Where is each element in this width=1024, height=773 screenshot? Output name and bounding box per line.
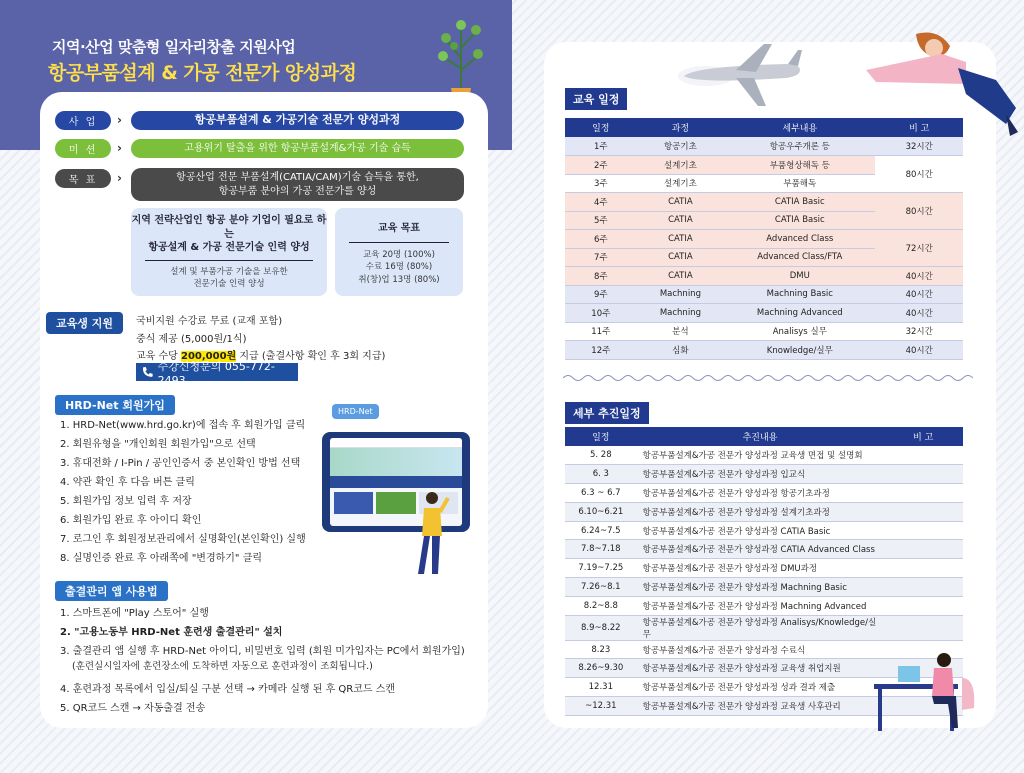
schedule-table — [565, 118, 963, 360]
business-bar: 항공부품설계 & 가공기술 전문가 양성과정 — [131, 111, 464, 130]
list-item: (훈련실시일자에 훈련장소에 도착하면 자동으로 훈련과정이 조회됩니다.) — [72, 661, 373, 672]
phone-icon — [142, 366, 154, 378]
row-label-goal: 목 표 — [55, 169, 111, 188]
goal-box — [335, 208, 463, 296]
list-item: 7. 로그인 후 회원정보관리에서 실명확인(본인확인) 실행 — [60, 534, 306, 545]
purpose-body2: 전문기술 인력 양성 — [193, 279, 265, 290]
table-row: 12주 심화 Knowledge/실무 40시간 — [565, 341, 963, 360]
goal-line2: 항공부품 분야의 가공 전문가를 양성 — [218, 185, 377, 197]
support-label: 교육생 지원 — [46, 312, 123, 334]
list-item: 4. 약관 확인 후 다음 버튼 클릭 — [60, 477, 195, 488]
table-row: 6.10~6.21 항공부품설계&가공 전문가 양성과정 설계기초과정 — [565, 502, 963, 521]
schedule-section-label: 교육 일정 — [565, 88, 627, 110]
purpose-head1: 지역 전략산업인 항공 분야 기업이 필요로 하는 — [131, 215, 327, 240]
table-row: 7.8~7.18 항공부품설계&가공 전문가 양성과정 CATIA Advanced Class — [565, 540, 963, 559]
chevron-right-icon: › — [117, 141, 122, 155]
list-item: 3. 출결관리 앱 실행 후 HRD-Net 아이디, 비밀번호 입력 (회원 미가입자는 PC에서 회원가입) — [60, 646, 465, 657]
table-header: 세부내용 — [724, 118, 875, 137]
table-header: 일정 — [565, 118, 637, 137]
table-row: 2주 설계기초 부품형상해독 등 80시간 — [565, 156, 963, 175]
table-row: 10주 Machning Machning Advanced 40시간 — [565, 304, 963, 323]
goal-line1: 항공산업 전문 부품설계(CATIA/CAM)기술 습득을 통한, — [176, 172, 419, 183]
wave-divider — [563, 372, 973, 384]
table-row: 7.26~8.1 항공부품설계&가공 전문가 양성과정 Machning Basic — [565, 578, 963, 597]
table-header: 비 고 — [875, 118, 963, 137]
purpose-body1: 설계 및 부품가공 기술을 보유한 — [170, 266, 288, 277]
table-row: 8.23 항공부품설계&가공 전문가 양성과정 수료식 — [565, 640, 963, 659]
goal-box-head: 교육 목표 — [377, 223, 421, 234]
support-line1: 국비지원 수강료 무료 (교재 포함) — [136, 316, 283, 327]
list-item: 1. 스마트폰에 "Play 스토어" 실행 — [60, 608, 209, 619]
goal-bar — [131, 168, 464, 201]
table-row: 3주 설계기초 부품해독 — [565, 174, 963, 193]
hrd-steps — [60, 416, 306, 568]
table-row: 12.31 항공부품설계&가공 전문가 양성과정 성과 결과 제출 — [565, 678, 963, 697]
hrd-net-tag: HRD-Net — [332, 404, 379, 419]
app-section-label: 출결관리 앱 사용법 — [55, 581, 168, 601]
table-header: 비 고 — [883, 427, 963, 446]
goal-box-body1: 교육 20명 (100%) — [363, 249, 435, 260]
table-row: 8.9~8.22 항공부품설계&가공 전문가 양성과정 Analisys/Knowledge/실무 — [565, 615, 963, 640]
list-item: 6. 회원가입 완료 후 아이디 확인 — [60, 515, 202, 526]
table-row: 8.26~9.30 항공부품설계&가공 전문가 양성과정 교육생 취업지원 — [565, 659, 963, 678]
detail-section-label: 세부 추진일정 — [565, 402, 649, 424]
list-item: 3. 휴대전화 / I-Pin / 공인인증서 중 본인확인 방법 선택 — [60, 458, 301, 469]
chevron-right-icon: › — [117, 171, 122, 185]
list-item: 4. 훈련과정 목록에서 입실/퇴실 구분 선택 → 카메라 실행 된 후 QR코드 스캔 — [60, 684, 396, 695]
list-item: 2. 회원유형을 "개인회원 회원가입"으로 선택 — [60, 439, 256, 450]
hrd-section-label: HRD-Net 회원가입 — [55, 395, 175, 415]
table-row: 11주 분석 Analisys 실무 32시간 — [565, 322, 963, 341]
allowance-highlight: 200,000원 — [181, 351, 237, 362]
subtitle: 지역·산업 맞춤형 일자리창출 지원사업 — [52, 38, 296, 56]
list-item: 8. 실명인증 완료 후 아래쪽에 "변경하기" 클릭 — [60, 553, 263, 564]
support-line3: 교육 수당 200,000원 지급 (출결사항 확인 후 3회 지급) — [136, 351, 386, 362]
table-row: 8.2~8.8 항공부품설계&가공 전문가 양성과정 Machning Advanced — [565, 596, 963, 615]
goal-box-body3: 취(창)업 13명 (80%) — [358, 275, 440, 285]
airplane-illustration — [676, 40, 806, 112]
desk-worker-illustration — [872, 648, 982, 734]
table-header: 추진내용 — [637, 427, 884, 446]
table-row: 5. 28 항공부품설계&가공 전문가 양성과정 교육생 면접 및 설명회 — [565, 446, 963, 465]
goal-box-body2: 수료 16명 (80%) — [365, 262, 433, 273]
table-header: 일정 — [565, 427, 637, 446]
table-row: 9주 Machning Machning Basic 40시간 — [565, 285, 963, 304]
row-label-mission: 미 션 — [55, 139, 111, 158]
chevron-right-icon: › — [117, 113, 122, 127]
list-item: 5. 회원가입 정보 입력 후 저장 — [60, 496, 192, 507]
support-line2: 중식 제공 (5,000원/1식) — [136, 334, 247, 345]
table-row: 7주 CATIA Advanced Class/FTA — [565, 248, 963, 267]
list-item: 5. QR코드 스캔 → 자동출결 전송 — [60, 703, 206, 714]
mission-bar: 고용위기 탈출을 위한 항공부품설계&가공 기술 습득 — [131, 139, 464, 158]
list-item: 2. "고용노동부 HRD-Net 훈련생 출결관리" 설치 — [60, 627, 283, 638]
table-row: 6. 3 항공부품설계&가공 전문가 양성과정 입교식 — [565, 465, 963, 484]
table-row: 6.3 ~ 6.7 항공부품설계&가공 전문가 양성과정 항공기초과정 — [565, 484, 963, 503]
list-item: 1. HRD-Net(www.hrd.go.kr)에 접속 후 회원가입 클릭 — [60, 420, 306, 431]
row-label-business: 사 업 — [55, 111, 111, 130]
table-row: 6주 CATIA Advanced Class 72시간 — [565, 230, 963, 249]
table-row: 4주 CATIA CATIA Basic 80시간 — [565, 193, 963, 212]
person-illustration — [410, 490, 450, 576]
table-row: 1주 항공기초 항공우주개론 등 32시간 — [565, 137, 963, 156]
table-header: 과정 — [637, 118, 725, 137]
phone-inquiry[interactable]: 수강신청문의 055-772-2493 — [136, 363, 298, 381]
page-title: 항공부품설계 & 가공 전문가 양성과정 — [48, 62, 357, 84]
app-steps — [60, 604, 465, 718]
purpose-head2: 항공설계 & 가공 전문기술 인력 양성 — [148, 242, 310, 253]
purpose-box — [131, 208, 327, 296]
table-row: ~12.31 항공부품설계&가공 전문가 양성과정 교육생 사후관리 — [565, 697, 963, 716]
table-row: 7.19~7.25 항공부품설계&가공 전문가 양성과정 DMU과정 — [565, 559, 963, 578]
table-row: 8주 CATIA DMU 40시간 — [565, 267, 963, 286]
table-row: 6.24~7.5 항공부품설계&가공 전문가 양성과정 CATIA Basic — [565, 521, 963, 540]
table-row: 5주 CATIA CATIA Basic — [565, 211, 963, 230]
